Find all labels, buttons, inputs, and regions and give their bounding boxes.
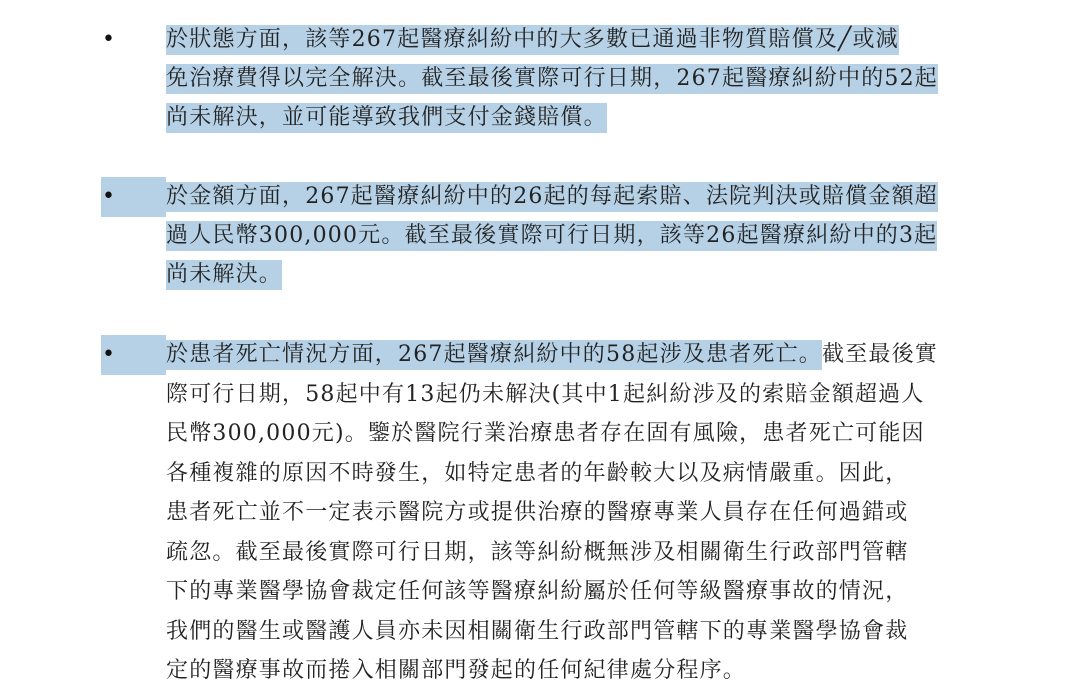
highlighted-text[interactable]: 於金額方面，267起醫療糾紛中的26起的每起索賠、法院判決或賠償金額超 [166, 182, 938, 212]
highlighted-text[interactable]: 尚未解決，並可能導致我們支付金錢賠償。 [166, 103, 607, 133]
paragraph-line [166, 20, 899, 60]
paragraph-line: 下的專業醫學協會裁定任何該等醫療糾紛屬於任何等級醫療事故的情況， [166, 579, 909, 604]
paragraph-line [166, 98, 607, 138]
paragraph-line: 各種複雜的原因不時發生，如特定患者的年齡較大以及病情嚴重。因此， [166, 460, 909, 486]
paragraph-line [166, 216, 937, 256]
highlighted-text[interactable]: 於患者死亡情況方面，267起醫療糾紛中的58起涉及患者死亡。 [166, 340, 822, 370]
paragraph-line [166, 59, 938, 99]
paragraph-line [166, 255, 282, 295]
bullet-marker: • [102, 27, 115, 52]
bullet-marker[interactable]: • [101, 177, 166, 217]
bullet-marker[interactable]: • [101, 335, 166, 375]
paragraph-line: 患者死亡並不一定表示醫院方或提供治療的醫療專業人員存在任何過錯或 [166, 500, 909, 525]
highlighted-text[interactable]: 免治療費得以完全解決。截至最後實際可行日期，267起醫療糾紛中的52起 [166, 64, 938, 94]
paragraph-line: 際可行日期，58起中有13起仍未解決(其中1起糾紛涉及的索賠金額超過人 [166, 381, 925, 407]
highlighted-text[interactable]: 於狀態方面，該等267起醫療糾紛中的大多數已通過非物質賠償及╱或減 [166, 25, 899, 55]
paragraph-line: 我們的醫生或醫護人員亦未因相關衛生行政部門管轄下的專業醫學協會裁 [166, 618, 909, 644]
paragraph-line: 定的醫療事故而捲入相關部門發起的任何紀律處分程序。 [166, 658, 747, 683]
paragraph-text: 截至最後實 [822, 342, 939, 367]
paragraph-line: 疏忽。截至最後實際可行日期，該等糾紛概無涉及相關衛生行政部門管轄 [166, 539, 909, 565]
paragraph-line [166, 177, 938, 217]
paragraph-line: 民幣300,000元)。鑒於醫院行業治療患者存在固有風險，患者死亡可能因 [166, 421, 925, 446]
highlighted-text[interactable]: 過人民幣300,000元。截至最後實際可行日期，該等26起醫療糾紛中的3起 [166, 221, 937, 251]
paragraph-line [166, 335, 938, 375]
highlighted-text[interactable]: 尚未解決。 [166, 260, 282, 290]
